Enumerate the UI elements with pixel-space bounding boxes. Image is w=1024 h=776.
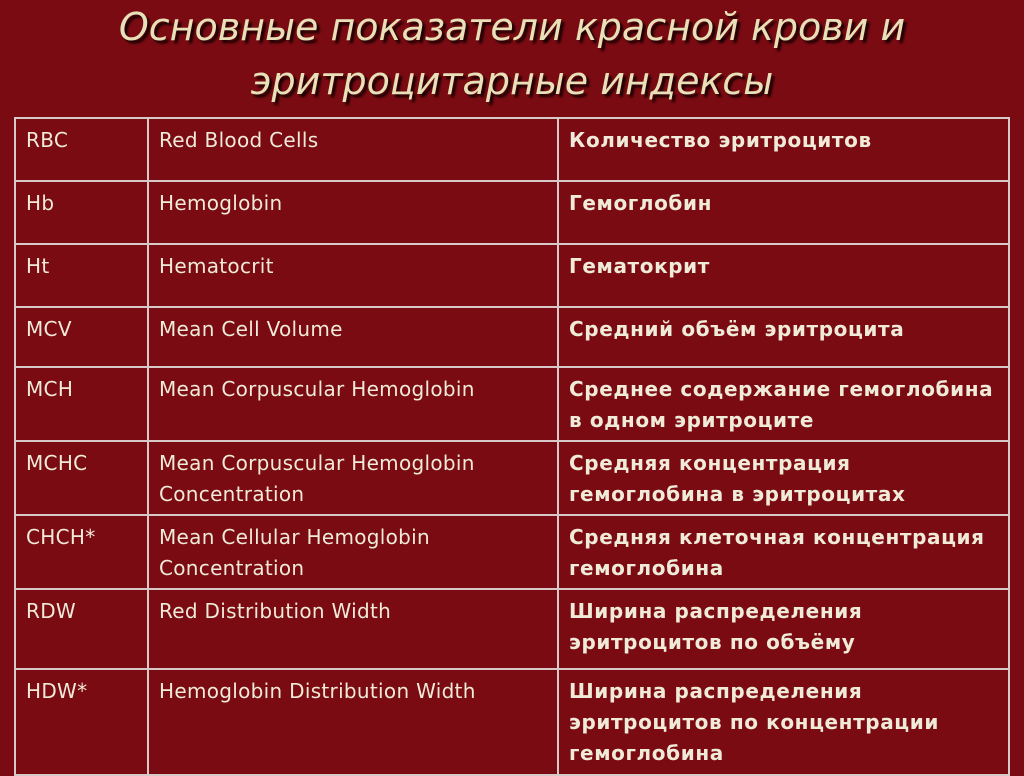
russian-name-cell: Гемоглобин bbox=[558, 181, 1009, 244]
abbr-cell: MCHC bbox=[15, 441, 148, 515]
russian-name-cell: Средний объём эритроцита bbox=[558, 307, 1009, 367]
table-row bbox=[15, 589, 1009, 669]
indices-table bbox=[14, 117, 1010, 776]
russian-name-cell: Ширина распределения эритроцитов по объёму bbox=[558, 589, 1009, 669]
abbr-cell: CHCH* bbox=[15, 515, 148, 589]
table-row bbox=[15, 441, 1009, 515]
russian-name-cell: Среднее содержание гемоглобина в одном эритроците bbox=[558, 367, 1009, 441]
russian-name-cell: Количество эритроцитов bbox=[558, 118, 1009, 181]
english-name-cell: Hematocrit bbox=[148, 244, 558, 307]
slide-title-line-1: Основные показатели красной крови и bbox=[118, 5, 906, 49]
english-name-cell: Mean Cell Volume bbox=[148, 307, 558, 367]
table-row bbox=[15, 515, 1009, 589]
abbr-cell: MCV bbox=[15, 307, 148, 367]
english-name-cell: Red Distribution Width bbox=[148, 589, 558, 669]
english-name-cell: Mean Corpuscular Hemoglobin bbox=[148, 367, 558, 441]
abbr-cell: Ht bbox=[15, 244, 148, 307]
abbr-cell: RBC bbox=[15, 118, 148, 181]
table-row bbox=[15, 118, 1009, 181]
abbr-cell: MCH bbox=[15, 367, 148, 441]
table-row bbox=[15, 181, 1009, 244]
english-name-cell: Mean Corpuscular Hemoglobin Concentration bbox=[148, 441, 558, 515]
english-name-cell: Mean Cellular Hemoglobin Concentration bbox=[148, 515, 558, 589]
russian-name-cell: Средняя клеточная концентрация гемоглобина bbox=[558, 515, 1009, 589]
english-name-cell: Hemoglobin Distribution Width bbox=[148, 669, 558, 775]
table-row bbox=[15, 244, 1009, 307]
russian-name-cell: Гематокрит bbox=[558, 244, 1009, 307]
russian-name-cell: Средняя концентрация гемоглобина в эритроцитах bbox=[558, 441, 1009, 515]
abbr-cell: HDW* bbox=[15, 669, 148, 775]
slide-title-line-2: эритроцитарные индексы bbox=[250, 59, 774, 103]
russian-name-cell: Ширина распределения эритроцитов по концентрации гемоглобина bbox=[558, 669, 1009, 775]
abbr-cell: RDW bbox=[15, 589, 148, 669]
table-row bbox=[15, 669, 1009, 775]
table-row bbox=[15, 307, 1009, 367]
english-name-cell: Red Blood Cells bbox=[148, 118, 558, 181]
table-row bbox=[15, 367, 1009, 441]
english-name-cell: Hemoglobin bbox=[148, 181, 558, 244]
abbr-cell: Hb bbox=[15, 181, 148, 244]
slide-title bbox=[0, 0, 1024, 108]
indices-table-container bbox=[14, 117, 1008, 765]
